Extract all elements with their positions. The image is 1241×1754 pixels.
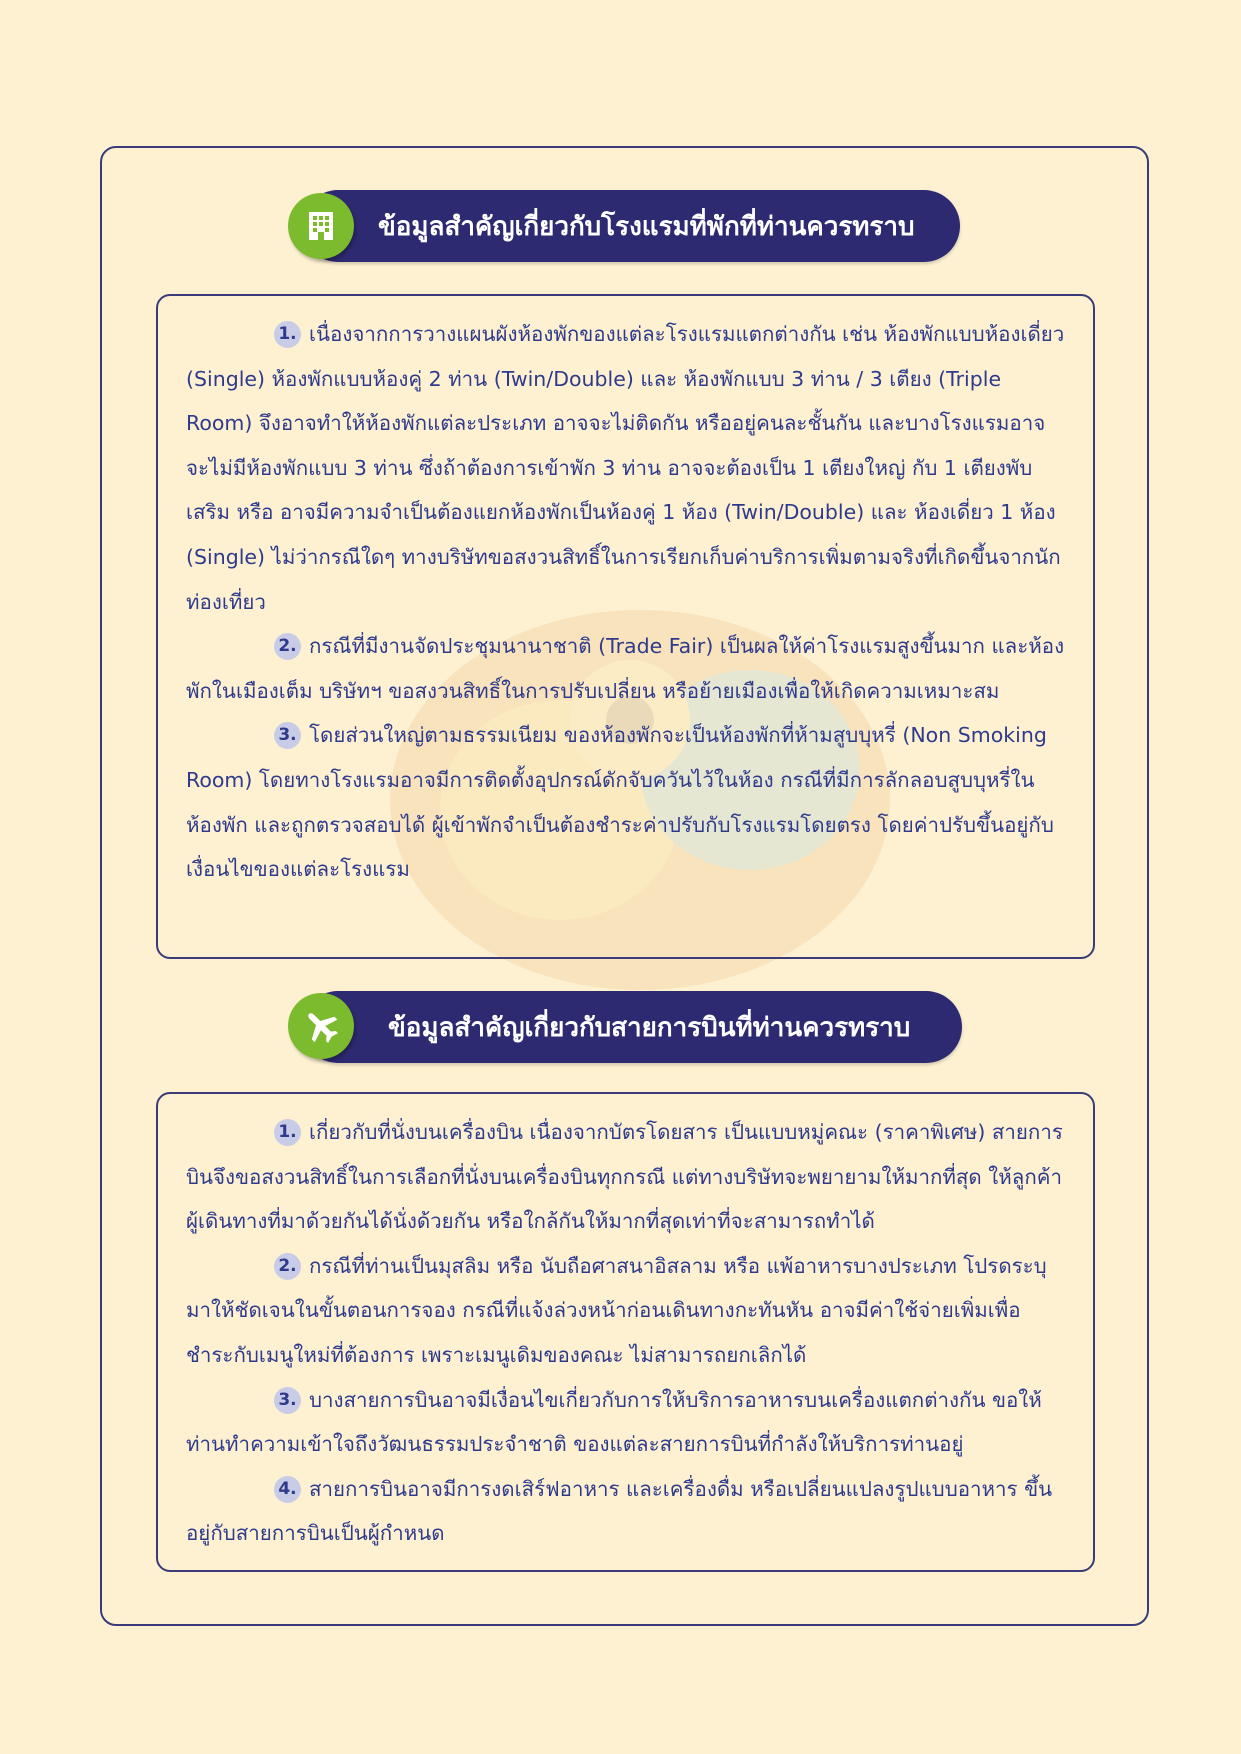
airline-item-3 bbox=[186, 1378, 1067, 1467]
hotel-info-box bbox=[156, 294, 1095, 959]
item-number: 4. bbox=[274, 1476, 301, 1503]
airline-item-4 bbox=[186, 1467, 1067, 1556]
item-number: 3. bbox=[274, 1387, 301, 1414]
item-text: กรณีที่มีงานจัดประชุมนานาชาติ (Trade Fair) เป็นผลให้ค่าโรงแรมสูงขึ้นมาก และห้องพักในเมืองเต็ม บริษัทฯ ขอสงวนสิทธิ์ในการปรับเปลี่ยน หรือย้ายเมืองเพื่อให้เกิดความเหมาะสม bbox=[186, 634, 1065, 703]
airline-item-1 bbox=[186, 1110, 1067, 1244]
item-text: โดยส่วนใหญ่ตามธรรมเนียม ของห้องพักจะเป็นห้องพักที่ห้ามสูบบุหรี่ (Non Smoking Room) โดยทางโรงแรมอาจมีการติดตั้งอุปกรณ์ดักจับควันไว้ในห้อง กรณีที่มีการลักลอบสูบบุหรี่ในห้องพัก และถูกตรวจสอบได้ ผู้เข้าพักจำเป็นต้องชำระค่าปรับกับโรงแรมโดยตรง โดยค่าปรับขึ้นอยู่กับเงื่อนไขของแต่ละโรงแรม bbox=[186, 723, 1054, 882]
item-number: 2. bbox=[274, 633, 301, 660]
hotel-item-2 bbox=[186, 624, 1067, 713]
item-text: เนื่องจากการวางแผนผังห้องพักของแต่ละโรงแรมแตกต่างกัน เช่น ห้องพักแบบห้องเดี่ยว (Single) ห้องพักแบบห้องคู่ 2 ท่าน (Twin/Double) และ ห้องพักแบบ 3 ท่าน / 3 เตียง (Triple Room) จึงอาจทำให้ห้องพักแต่ละประเภท อาจจะไม่ติดกัน หรืออยู่คนละชั้นกัน และบางโรงแรมอาจจะไม่มีห้องพักแบบ 3 ท่าน ซึ่งถ้าต้องการเข้าพัก 3 ท่าน อาจจะต้องเป็น 1 เตียงใหญ่ กับ 1 เตียงพับเสริม หรือ อาจมีความจำเป็นต้องแยกห้องพักเป็นห้องคู่ 1 ห้อง (Twin/Double) และ ห้องเดี่ยว 1 ห้อง (Single) ไม่ว่ากรณีใดๆ ทางบริษัทขอสงวนสิทธิ์ในการเรียกเก็บค่าบริการเพิ่มตามจริงที่เกิดขึ้นจากนักท่องเที่ยว bbox=[186, 322, 1065, 614]
building-icon bbox=[288, 193, 354, 259]
airline-info-box bbox=[156, 1092, 1095, 1572]
item-number: 3. bbox=[274, 722, 301, 749]
hotel-item-1 bbox=[186, 312, 1067, 624]
item-number: 1. bbox=[274, 1119, 301, 1146]
airline-section-title: ข้อมูลสำคัญเกี่ยวกับสายการบินที่ท่านควรทราบ bbox=[388, 1012, 911, 1043]
hotel-section-title: ข้อมูลสำคัญเกี่ยวกับโรงแรมที่พักที่ท่านควรทราบ bbox=[378, 211, 915, 242]
item-text: บางสายการบินอาจมีเงื่อนไขเกี่ยวกับการให้บริการอาหารบนเครื่องแตกต่างกัน ขอให้ท่านทำความเข้าใจถึงวัฒนธรรมประจำชาติ ของแต่ละสายการบินที่กำลังให้บริการท่านอยู่ bbox=[186, 1387, 1042, 1457]
item-text: กรณีที่ท่านเป็นมุสลิม หรือ นับถือศาสนาอิสลาม หรือ แพ้อาหารบางประเภท โปรดระบุมาให้ชัดเจนในขั้นตอนการจอง กรณีที่แจ้งล่วงหน้าก่อนเดินทางกะทันหัน อาจมีค่าใช้จ่ายเพิ่มเพื่อชำระกับเมนูใหม่ที่ต้องการ เพราะเมนูเดิมของคณะ ไม่สามารถยกเลิกได้ bbox=[186, 1253, 1047, 1367]
item-number: 1. bbox=[274, 321, 301, 348]
item-text: สายการบินอาจมีการงดเสิร์ฟอาหาร และเครื่องดื่ม หรือเปลี่ยนแปลงรูปแบบอาหาร ขึ้นอยู่กับสายการบินเป็นผู้กำหนด bbox=[186, 1476, 1053, 1546]
airline-section-header bbox=[302, 991, 962, 1063]
airplane-icon bbox=[288, 993, 354, 1059]
item-text: เกี่ยวกับที่นั่งบนเครื่องบิน เนื่องจากบัตรโดยสาร เป็นแบบหมู่คณะ (ราคาพิเศษ) สายการบินจึงขอสงวนสิทธิ์ในการเลือกที่นั่งบนเครื่องบินทุกกรณี แต่ทางบริษัทจะพยายามให้มากที่สุด ให้ลูกค้าผู้เดินทางที่มาด้วยกันได้นั่งด้วยกัน หรือใกล้กันให้มากที่สุดเท่าที่จะสามารถทำได้ bbox=[186, 1120, 1063, 1234]
hotel-item-3 bbox=[186, 713, 1067, 891]
hotel-section-header bbox=[302, 190, 960, 262]
airline-item-2 bbox=[186, 1244, 1067, 1378]
item-number: 2. bbox=[274, 1253, 301, 1280]
